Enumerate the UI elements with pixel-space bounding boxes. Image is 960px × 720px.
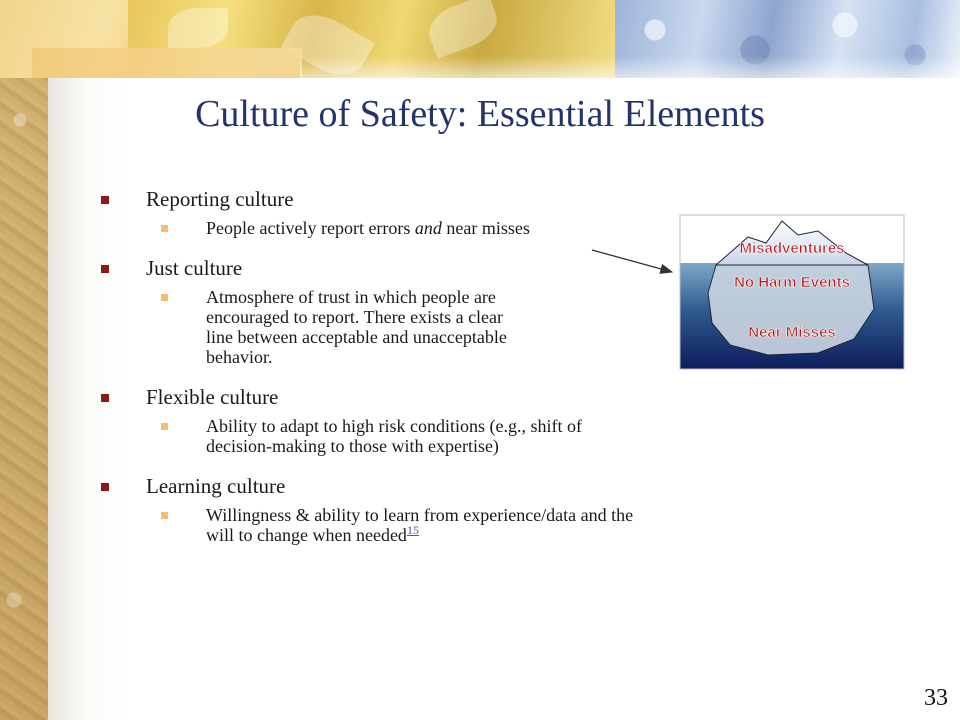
iceberg-label-near-misses: Near Misses xyxy=(748,324,836,341)
iceberg-illustration xyxy=(678,213,906,371)
bullet-label: Just culture xyxy=(146,256,243,280)
bullet-item-flexible xyxy=(98,384,798,456)
banner-stripe xyxy=(32,48,302,78)
sub-bullet-square-icon xyxy=(161,512,168,519)
slide-title: Culture of Safety: Essential Elements xyxy=(195,93,765,135)
sub-bullet-square-icon xyxy=(161,294,168,301)
bullet-square-icon xyxy=(101,265,109,273)
iceberg-label-no-harm: No Harm Events xyxy=(734,274,850,291)
bullet-label: Learning culture xyxy=(146,474,286,498)
bullet-square-icon xyxy=(101,196,109,204)
decorative-banner xyxy=(0,0,960,78)
reference-link[interactable]: 15 xyxy=(406,523,419,537)
iceberg-label-misadventures: Misadventures xyxy=(739,240,845,257)
bullet-square-icon xyxy=(101,483,109,491)
bullet-item-learning xyxy=(98,473,798,545)
sub-bullet-text: Ability to adapt to high risk conditions (e.g., shift of decision-making to those with expertise) xyxy=(206,416,582,456)
bullet-label: Reporting culture xyxy=(146,187,294,211)
page-number: 33 xyxy=(924,685,948,711)
sub-bullet-square-icon xyxy=(161,423,168,430)
sub-bullet-text: Willingness & ability to learn from experience/data and the will to change when needed$^{15}$ xyxy=(206,505,634,545)
sub-bullet-text: Atmosphere of trust in which people are encouraged to report. There exists a clear line between acceptable and unacceptable behavior. xyxy=(206,287,507,367)
bullet-label: Flexible culture xyxy=(146,385,279,409)
bullet-square-icon xyxy=(101,394,109,402)
sub-bullet-text: People actively report errors and near misses xyxy=(206,218,530,238)
sub-bullet-square-icon xyxy=(161,225,168,232)
